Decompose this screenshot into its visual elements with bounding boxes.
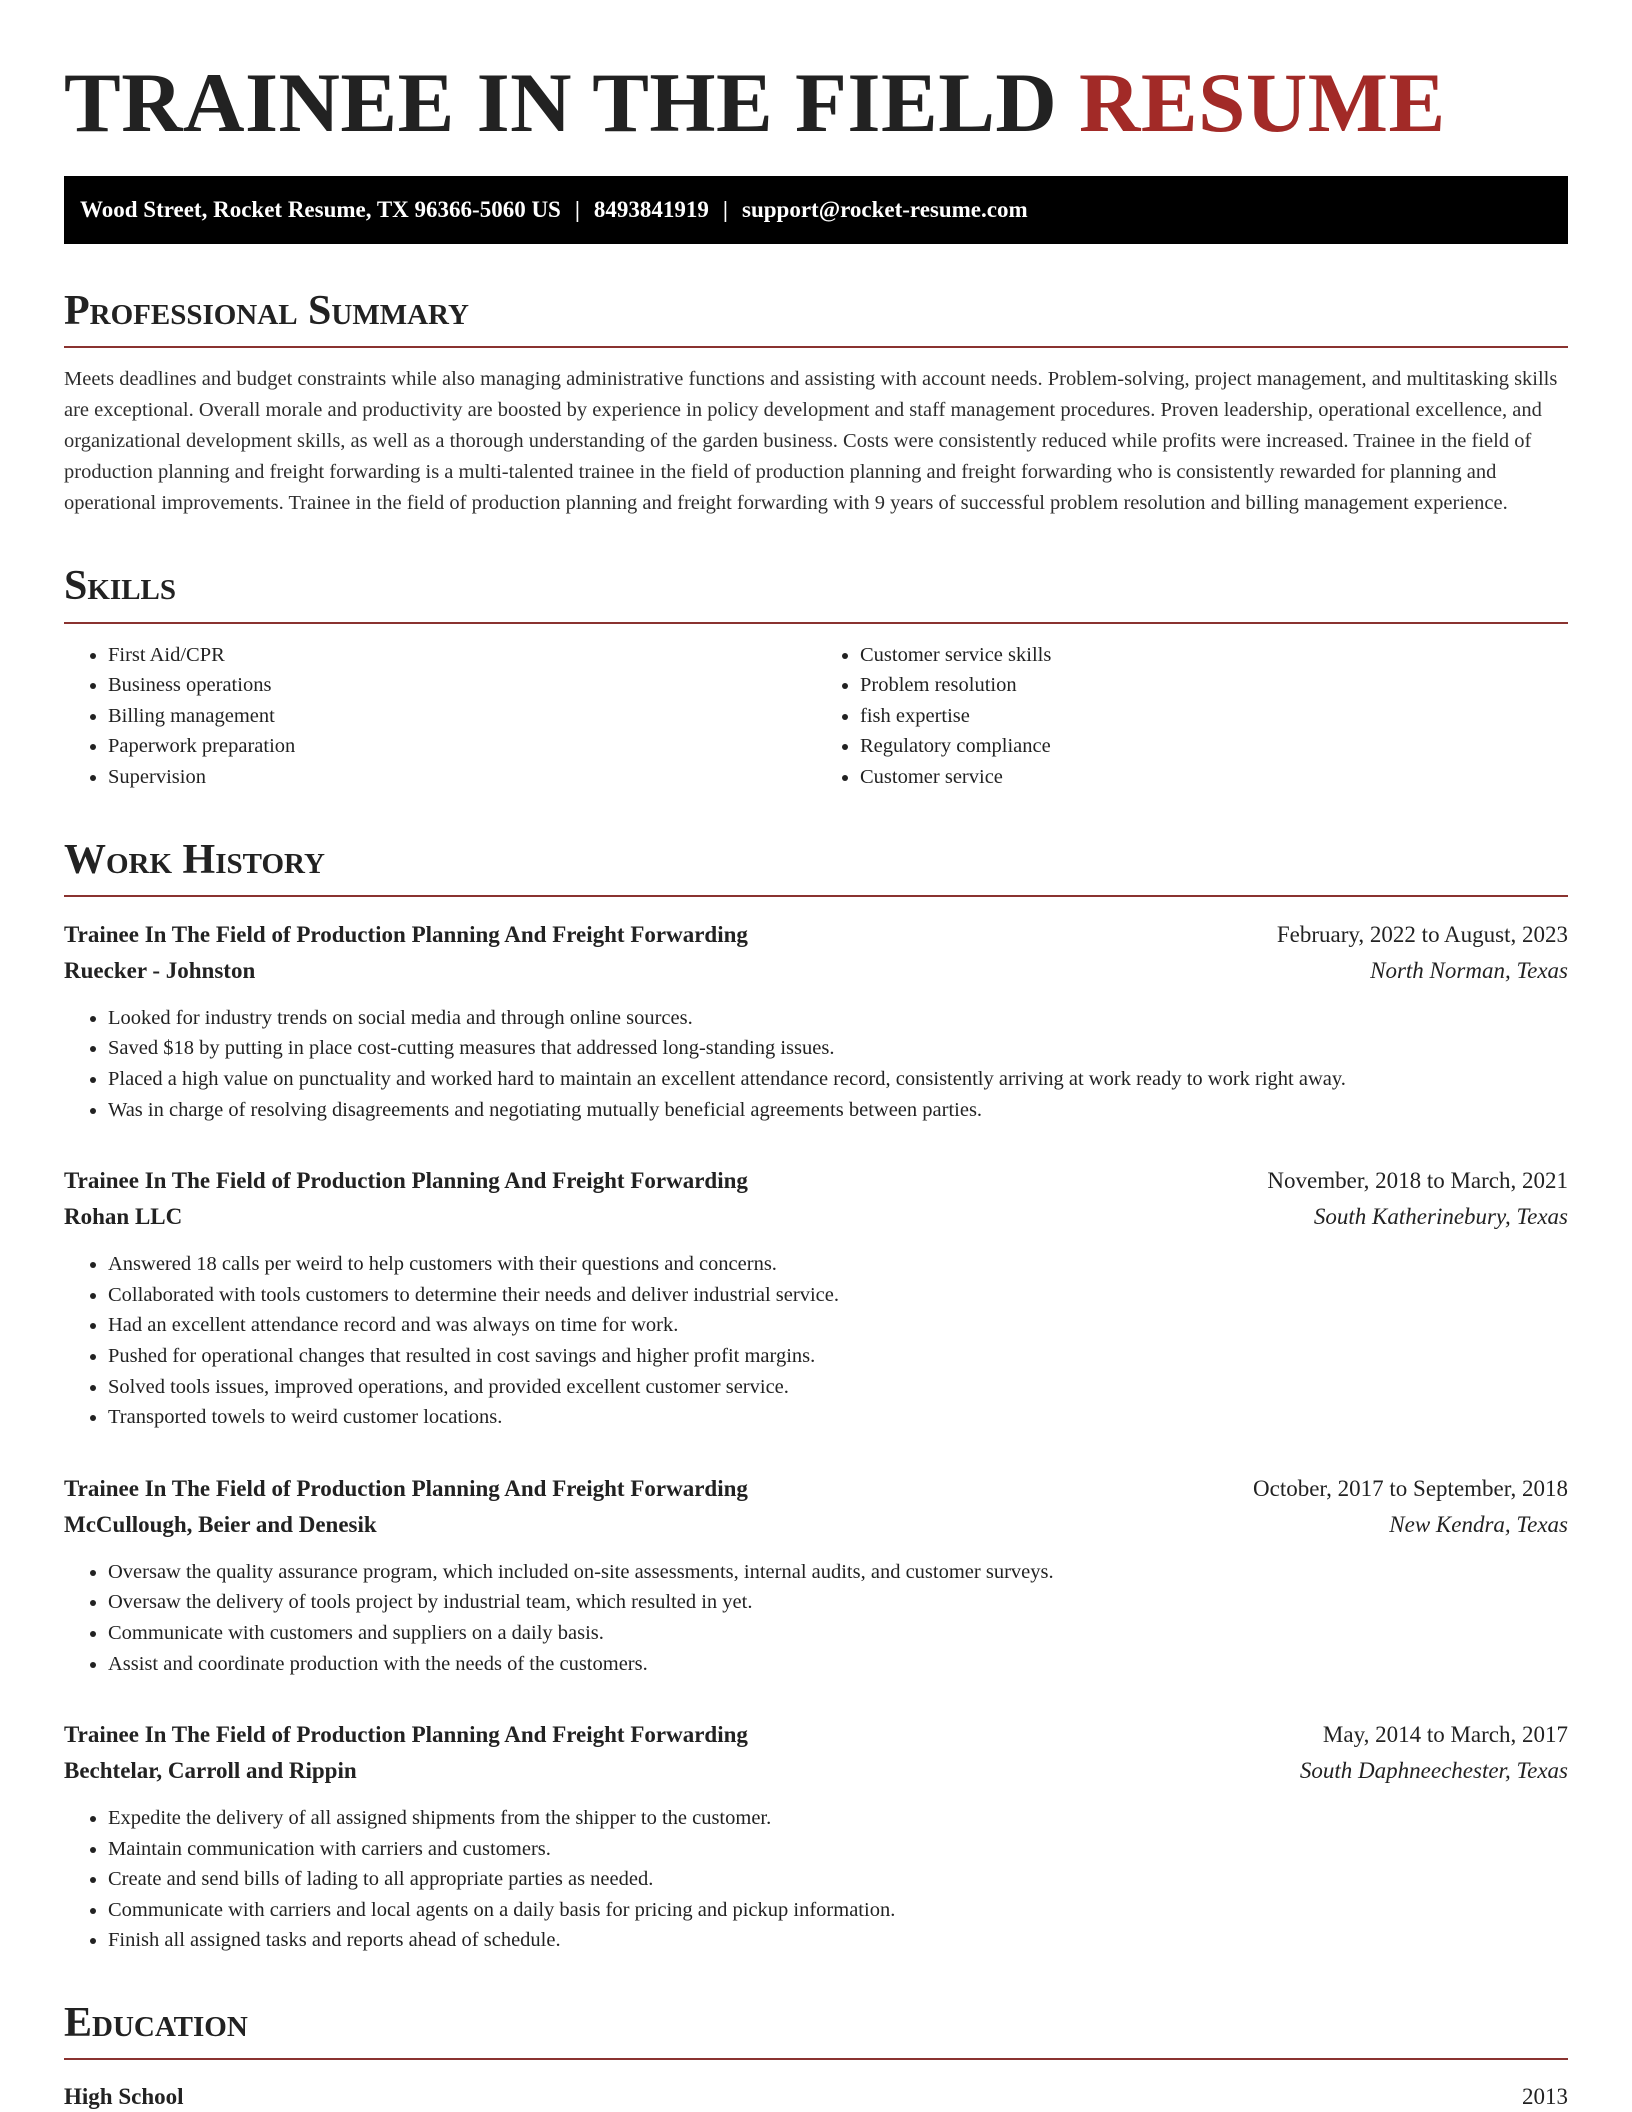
job-entry bbox=[64, 1471, 1568, 1679]
contact-bar bbox=[64, 176, 1568, 244]
education-heading: Education bbox=[64, 2000, 1568, 2060]
job-dates: February, 2022 to August, 2023 bbox=[1276, 921, 1568, 947]
job-bullet: • Create and send bills of lading to all appropriate parties as needed. bbox=[108, 1864, 1568, 1895]
contact-email: support@rocket-resume.com bbox=[742, 197, 1028, 223]
education-school: High School bbox=[64, 2084, 184, 2110]
skills-column-right bbox=[816, 640, 1568, 793]
job-dates: May, 2014 to March, 2017 bbox=[1322, 1722, 1568, 1748]
job-title: Trainee In The Field of Production Planning And Freight Forwarding bbox=[64, 1475, 748, 1501]
skills-list bbox=[64, 640, 1568, 793]
job-bullet: • Transported towels to weird customer locations. bbox=[108, 1402, 1568, 1433]
job-bullet: • Looked for industry trends on social media and through online sources. bbox=[108, 1003, 1568, 1034]
job-bullets bbox=[64, 1803, 1568, 1956]
skill-item: • First Aid/CPR bbox=[108, 640, 816, 671]
job-dates: October, 2017 to September, 2018 bbox=[1253, 1475, 1568, 1501]
job-company: Bechtelar, Carroll and Rippin bbox=[64, 1758, 357, 1784]
job-dates: November, 2018 to March, 2021 bbox=[1267, 1168, 1568, 1194]
job-bullets bbox=[64, 1557, 1568, 1679]
job-bullet: • Pushed for operational changes that resulted in cost savings and higher profit margins. bbox=[108, 1341, 1568, 1372]
job-bullet: • Answered 18 calls per weird to help customers with their questions and concerns. bbox=[108, 1249, 1568, 1280]
job-bullets bbox=[64, 1003, 1568, 1125]
contact-phone: 8493841919 bbox=[593, 197, 709, 223]
resume-title bbox=[64, 50, 1568, 156]
skill-item: • Billing management bbox=[108, 701, 816, 732]
job-location: South Daphneechester, Texas bbox=[1299, 1758, 1568, 1784]
skills-column-left bbox=[64, 640, 816, 793]
job-location: North Norman, Texas bbox=[1370, 957, 1568, 983]
job-bullet: • Maintain communication with carriers and customers. bbox=[108, 1834, 1568, 1865]
education-year: 2013 bbox=[1522, 2084, 1568, 2110]
job-entry bbox=[64, 917, 1568, 1125]
job-bullet: • Finish all assigned tasks and reports ahead of schedule. bbox=[108, 1925, 1568, 1956]
job-bullet: • Saved $18 by putting in place cost-cutting measures that addressed long-standing issues. bbox=[108, 1033, 1568, 1064]
job-bullet: • Oversaw the quality assurance program, which included on-site assessments, internal audits, and customer surveys. bbox=[108, 1557, 1568, 1588]
skill-item: • Customer service bbox=[860, 762, 1568, 793]
job-company: McCullough, Beier and Denesik bbox=[64, 1511, 377, 1537]
skills-heading: Skills bbox=[64, 563, 1568, 623]
job-bullet: • Had an excellent attendance record and was always on time for work. bbox=[108, 1310, 1568, 1341]
education-entry bbox=[64, 2082, 1568, 2112]
skill-item: • Regulatory compliance bbox=[860, 731, 1568, 762]
job-title: Trainee In The Field of Production Planning And Freight Forwarding bbox=[64, 921, 748, 947]
job-location: New Kendra, Texas bbox=[1389, 1511, 1568, 1537]
skill-item: • Problem resolution bbox=[860, 670, 1568, 701]
job-bullet: • Expedite the delivery of all assigned shipments from the shipper to the customer. bbox=[108, 1803, 1568, 1834]
job-company: Rohan LLC bbox=[64, 1204, 183, 1230]
job-entry bbox=[64, 1163, 1568, 1433]
skill-item: • Paperwork preparation bbox=[108, 731, 816, 762]
skill-item: • Customer service skills bbox=[860, 640, 1568, 671]
contact-separator: | bbox=[574, 197, 580, 223]
job-bullet: • Assist and coordinate production with the needs of the customers. bbox=[108, 1649, 1568, 1680]
title-accent: RESUME bbox=[1079, 56, 1446, 150]
job-title: Trainee In The Field of Production Planning And Freight Forwarding bbox=[64, 1168, 748, 1194]
skill-item: • Business operations bbox=[108, 670, 816, 701]
contact-address: Wood Street, Rocket Resume, TX 96366-5060 US bbox=[80, 197, 561, 223]
work-history-heading: Work History bbox=[64, 837, 1568, 897]
job-title: Trainee In The Field of Production Planning And Freight Forwarding bbox=[64, 1722, 748, 1748]
job-company: Ruecker - Johnston bbox=[64, 957, 256, 983]
contact-separator: | bbox=[722, 197, 728, 223]
job-bullets bbox=[64, 1249, 1568, 1433]
job-location: South Katherinebury, Texas bbox=[1313, 1204, 1568, 1230]
job-bullet: • Placed a high value on punctuality and worked hard to maintain an excellent attendance record, consistently arriving at work ready to work right away. bbox=[108, 1064, 1568, 1095]
job-bullet: • Communicate with carriers and local agents on a daily basis for pricing and pickup information. bbox=[108, 1895, 1568, 1926]
job-bullet: • Was in charge of resolving disagreements and negotiating mutually beneficial agreements between parties. bbox=[108, 1095, 1568, 1126]
skill-item: • Supervision bbox=[108, 762, 816, 793]
title-main: TRAINEE IN THE FIELD bbox=[64, 56, 1058, 150]
job-entry bbox=[64, 1717, 1568, 1956]
job-bullet: • Solved tools issues, improved operations, and provided excellent customer service. bbox=[108, 1372, 1568, 1403]
job-bullet: • Communicate with customers and suppliers on a daily basis. bbox=[108, 1618, 1568, 1649]
job-bullet: • Collaborated with tools customers to determine their needs and deliver industrial service. bbox=[108, 1280, 1568, 1311]
job-bullet: • Oversaw the delivery of tools project by industrial team, which resulted in yet. bbox=[108, 1587, 1568, 1618]
summary-heading: Professional Summary bbox=[64, 288, 1568, 348]
summary-text: Meets deadlines and budget constraints while also managing administrative functions and assisting with account needs. Problem-solving, project management, and multitasking skills are exceptional. Overall morale and productivity are boosted by experience in policy development and staff management procedures. Proven leadership, operational excellence, and organizational development skills, as well as a thorough understanding of the garden business. Costs were consistently reduced while profits were increased. Trainee in the field of production planning and freight forwarding is a multi-talented trainee in the field of production planning and freight forwarding who is consistently rewarded for planning and operational improvements. Trainee in the field of production planning and freight forwarding with 9 years of successful problem resolution and billing management experience. bbox=[64, 368, 1558, 515]
skill-item: • fish expertise bbox=[860, 701, 1568, 732]
